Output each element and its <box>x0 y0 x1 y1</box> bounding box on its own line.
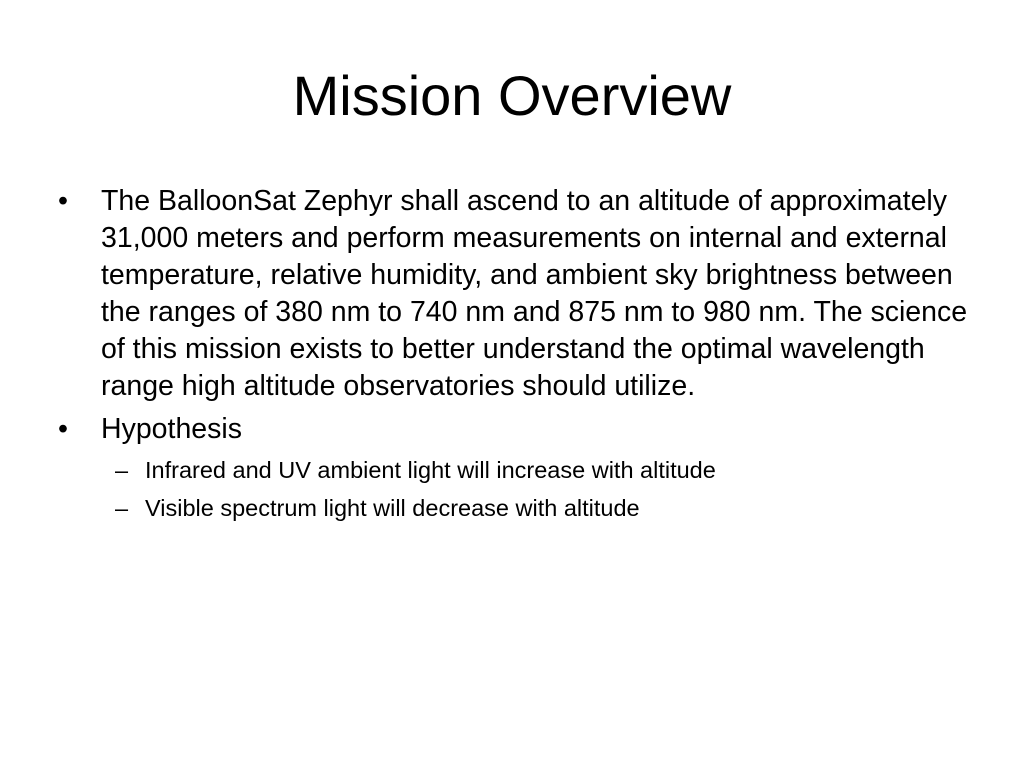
sub-item-text: Visible spectrum light will decrease with altitude <box>145 495 640 521</box>
sub-item-text: Infrared and UV ambient light will increase with altitude <box>145 457 716 483</box>
bullet-item-hypothesis <box>58 411 968 448</box>
slide-title: Mission Overview <box>292 64 732 127</box>
sub-list <box>58 454 968 524</box>
bullet-text: The BalloonSat Zephyr shall ascend to an altitude of approximately 31,000 meters and perform measurements on internal and external temperature, relative humidity, and ambient sky brightness between the ranges of 380 nm to 740 nm and 875 nm to 980 nm. The science of this mission exists to better understand the optimal wavelength range high altitude observatories should utilize. <box>101 185 968 402</box>
bullet-text: Hypothesis <box>101 413 242 445</box>
dash-marker: – <box>115 495 129 521</box>
bullet-marker: • <box>58 185 68 217</box>
bullet-item-mission-description <box>58 183 968 405</box>
bullet-marker: • <box>58 413 68 445</box>
sub-item-infrared-uv <box>115 454 968 486</box>
dash-marker: – <box>115 457 129 483</box>
sub-item-visible-spectrum <box>115 492 968 524</box>
bullet-list <box>58 183 968 530</box>
sub-list-container <box>58 454 968 524</box>
